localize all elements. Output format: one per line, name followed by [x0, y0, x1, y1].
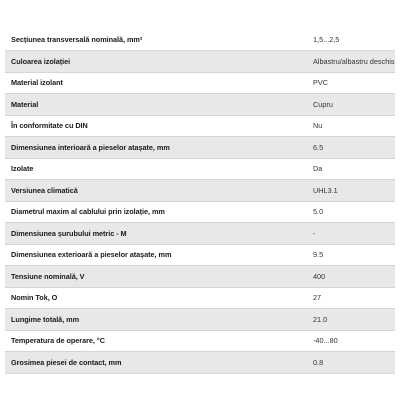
spec-label: Lungime totală, mm	[5, 309, 308, 331]
spec-row-outer-dimension	[5, 244, 395, 266]
spec-value: Cupru	[308, 94, 395, 116]
spec-label: Izolate	[5, 158, 308, 180]
spec-label: În conformitate cu DIN	[5, 115, 308, 137]
spec-label: Dimensiunea interioară a pieselor atașate, mm	[5, 137, 308, 159]
spec-row-insulation-color	[5, 51, 395, 73]
spec-label: Nomin Tok, O	[5, 287, 308, 309]
spec-row-operating-temperature	[5, 330, 395, 352]
spec-value: 21.0	[308, 309, 395, 331]
spec-value: 27	[308, 287, 395, 309]
spec-value: Da	[308, 158, 395, 180]
spec-value: 9.5	[308, 244, 395, 266]
spec-label: Secțiunea transversală nominală, mm²	[5, 29, 308, 51]
spec-row-contact-thickness	[5, 352, 395, 374]
spec-row-inner-dimension	[5, 137, 395, 159]
spec-label: Material	[5, 94, 308, 116]
spec-label: Versiunea climatică	[5, 180, 308, 202]
spec-value: UHL3.1	[308, 180, 395, 202]
spec-row-metric-screw-size	[5, 223, 395, 245]
spec-row-nominal-current	[5, 287, 395, 309]
spec-label: Grosimea piesei de contact, mm	[5, 352, 308, 374]
spec-label: Temperatura de operare, °C	[5, 330, 308, 352]
spec-value: PVC	[308, 72, 395, 94]
spec-label: Dimensiunea șurubului metric - M	[5, 223, 308, 245]
spec-label: Diametrul maxim al cablului prin izolație, mm	[5, 201, 308, 223]
spec-label: Dimensiunea exterioară a pieselor atașate, mm	[5, 244, 308, 266]
spec-row-nominal-voltage	[5, 266, 395, 288]
spec-value: -	[308, 223, 395, 245]
spec-row-insulation-material	[5, 72, 395, 94]
specifications-table	[5, 29, 395, 374]
spec-row-total-length	[5, 309, 395, 331]
spec-value: 6.5	[308, 137, 395, 159]
spec-row-din-compliance	[5, 115, 395, 137]
spec-value: Albastru/albastru deschis	[308, 51, 395, 73]
spec-row-max-cable-diameter	[5, 201, 395, 223]
spec-value: -40...80	[308, 330, 395, 352]
spec-value: 1,5...2,5	[308, 29, 395, 51]
spec-row-insulated	[5, 158, 395, 180]
spec-label: Tensiune nominală, V	[5, 266, 308, 288]
spec-value: Nu	[308, 115, 395, 137]
spec-row-climate-version	[5, 180, 395, 202]
spec-value: 0.8	[308, 352, 395, 374]
spec-row-material	[5, 94, 395, 116]
spec-value: 5.0	[308, 201, 395, 223]
spec-label: Culoarea izolației	[5, 51, 308, 73]
specifications-table-body	[5, 29, 395, 373]
spec-value: 400	[308, 266, 395, 288]
spec-label: Material izolant	[5, 72, 308, 94]
spec-row-cross-section	[5, 29, 395, 51]
